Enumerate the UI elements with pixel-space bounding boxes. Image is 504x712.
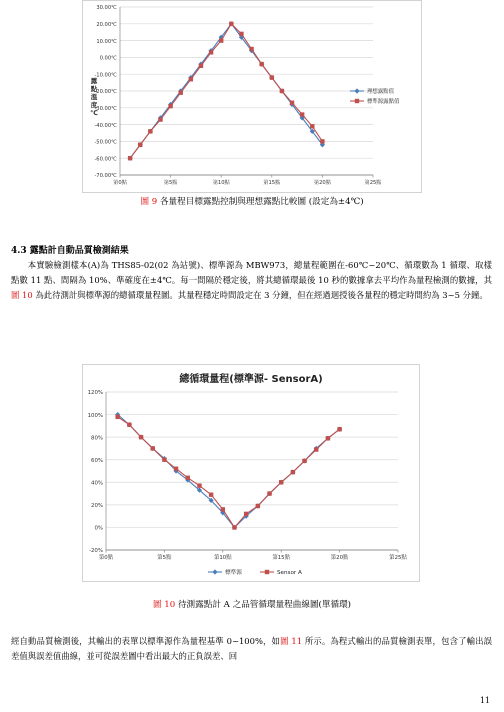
data-point: [128, 156, 132, 160]
x-tick-label: 第25點: [364, 180, 382, 186]
closing-figure-ref: 圖 11: [280, 636, 303, 646]
legend-label: Sensor A: [277, 570, 302, 577]
y-tick-label: 0.00℃: [99, 55, 117, 62]
page-number: 11: [479, 696, 490, 705]
y-tick-label: 40%: [91, 480, 103, 487]
paragraph-text-after: 為此待測計與標準源的總循環量程圖。其量程穩定時間設定在 3 分鐘，但在經過迴授後各量程的穩定時間約為 3~5 分鐘。: [32, 290, 488, 300]
data-point: [337, 427, 341, 431]
data-point: [314, 447, 318, 451]
y-tick-label: -20%: [89, 548, 103, 555]
legend-marker: [355, 99, 359, 103]
y-tick-label: -70.00℃: [94, 173, 117, 180]
data-point: [127, 423, 131, 427]
figure-9-label: 圖 9: [140, 197, 158, 207]
data-point: [197, 483, 201, 487]
legend-label: 標準源: [225, 570, 242, 577]
data-point: [138, 143, 142, 147]
data-point: [256, 504, 260, 508]
y-axis-label: 度: [90, 101, 98, 109]
section-heading: 4.3 露點計自動品質檢測結果: [11, 246, 129, 256]
legend-marker: [265, 570, 269, 574]
chart-frame: [83, 365, 420, 582]
figure-9-caption: [0, 195, 504, 207]
closing-text-before: 經自動品質檢測後，其輸出的表單以標準源作為量程基準 0~100%，如: [11, 636, 281, 646]
data-point: [326, 436, 330, 440]
chart-frame: [83, 1, 422, 193]
data-point: [239, 32, 243, 36]
data-point: [148, 129, 152, 133]
data-point: [244, 512, 248, 516]
data-point: [209, 50, 213, 54]
x-tick-label: 第10點: [212, 180, 230, 186]
y-axis-label: 點: [90, 85, 98, 93]
y-tick-label: 20%: [91, 503, 103, 510]
data-point: [139, 435, 143, 439]
data-point: [189, 77, 193, 81]
data-point: [186, 476, 190, 480]
data-point: [115, 415, 119, 419]
data-point: [232, 525, 236, 529]
closing-paragraph: [11, 634, 492, 664]
paragraph-figure-ref: 圖 10: [11, 290, 33, 300]
y-tick-label: -40.00℃: [94, 122, 117, 129]
figure-10-caption-text: 待測露點計 A 之品管循環量程曲線圖(單循環): [175, 600, 352, 610]
y-axis-label: 露: [90, 77, 98, 85]
y-tick-label: 10.00℃: [96, 38, 117, 45]
data-point: [221, 507, 225, 511]
data-point: [279, 480, 283, 484]
data-point: [151, 446, 155, 450]
data-point: [249, 47, 253, 51]
y-axis-label: 溫: [90, 93, 98, 101]
figure-10-label: 圖 10: [152, 600, 176, 610]
x-tick-label: 第0點: [98, 555, 114, 561]
x-tick-label: 第15點: [272, 555, 291, 561]
y-tick-label: -50.00℃: [94, 139, 117, 146]
data-point: [168, 104, 172, 108]
closing-text-after: 所示。為程式輸出的品質檢測表單，包含了輸出誤差值與誤差值曲線，並可從誤差圖中看出最大的正負誤差、回: [11, 636, 493, 661]
figure-10-caption: [0, 598, 504, 610]
y-axis-label: ℃: [90, 109, 98, 117]
data-point: [310, 124, 314, 128]
data-point: [270, 75, 274, 79]
y-tick-label: -20.00℃: [94, 89, 117, 96]
y-tick-label: 60%: [91, 457, 103, 464]
x-tick-label: 第20點: [330, 555, 349, 561]
data-point: [199, 64, 203, 68]
legend-label: 理想露點值: [367, 89, 394, 96]
legend-label: 標準源露點值: [367, 99, 400, 106]
section-paragraph: [11, 258, 492, 303]
data-point: [158, 117, 162, 121]
y-tick-label: -10.00℃: [94, 72, 117, 79]
data-point: [320, 139, 324, 143]
x-tick-label: 第5點: [163, 180, 178, 186]
data-point: [174, 467, 178, 471]
y-tick-label: -30.00℃: [94, 106, 117, 112]
x-tick-label: 第5點: [157, 555, 172, 561]
data-point: [302, 459, 306, 463]
paragraph-text-before: 本實驗檢測樣本(A)為 THS85-02(02 為站號)、標準源為 MBW973，總量程範圍在-60℃~20℃、循環數為 1 循環、取樣點數 11 點、間隔為 10%、準確度在±4℃。每一間隔於穩定後，將其總循環最後 10 秒的數據拿去平均作為量程檢測的數據，其: [11, 260, 492, 285]
y-tick-label: 20.00℃: [96, 22, 117, 28]
x-tick-label: 第20點: [313, 180, 331, 186]
y-tick-label: 0%: [94, 525, 103, 532]
y-tick-label: 100%: [87, 412, 103, 419]
data-point: [300, 112, 304, 116]
x-tick-label: 第10點: [213, 555, 232, 561]
data-point: [290, 101, 294, 105]
chart-title: 總循環量程(標準源- SensorA): [179, 374, 323, 385]
figure-9-caption-text: 各量程目標露點控制與理想露點比較圖 (設定為±4℃): [157, 197, 364, 207]
x-tick-label: 第0點: [113, 180, 127, 186]
data-point: [280, 89, 284, 93]
dewpoint-control-chart: [82, 0, 422, 193]
x-tick-label: 第15點: [263, 180, 281, 186]
data-point: [179, 90, 183, 94]
data-point: [291, 470, 295, 474]
y-tick-label: 120%: [87, 390, 103, 397]
data-point: [259, 62, 263, 66]
x-tick-label: 第25點: [389, 555, 407, 561]
data-point: [219, 38, 223, 42]
y-tick-label: -60.00℃: [94, 156, 117, 163]
data-point: [162, 458, 166, 462]
y-tick-label: 80%: [91, 435, 103, 442]
y-tick-label: 30.00℃: [96, 5, 117, 12]
cycle-range-chart: [82, 364, 420, 582]
data-point: [267, 491, 271, 495]
data-point: [229, 22, 233, 26]
data-point: [209, 493, 213, 497]
